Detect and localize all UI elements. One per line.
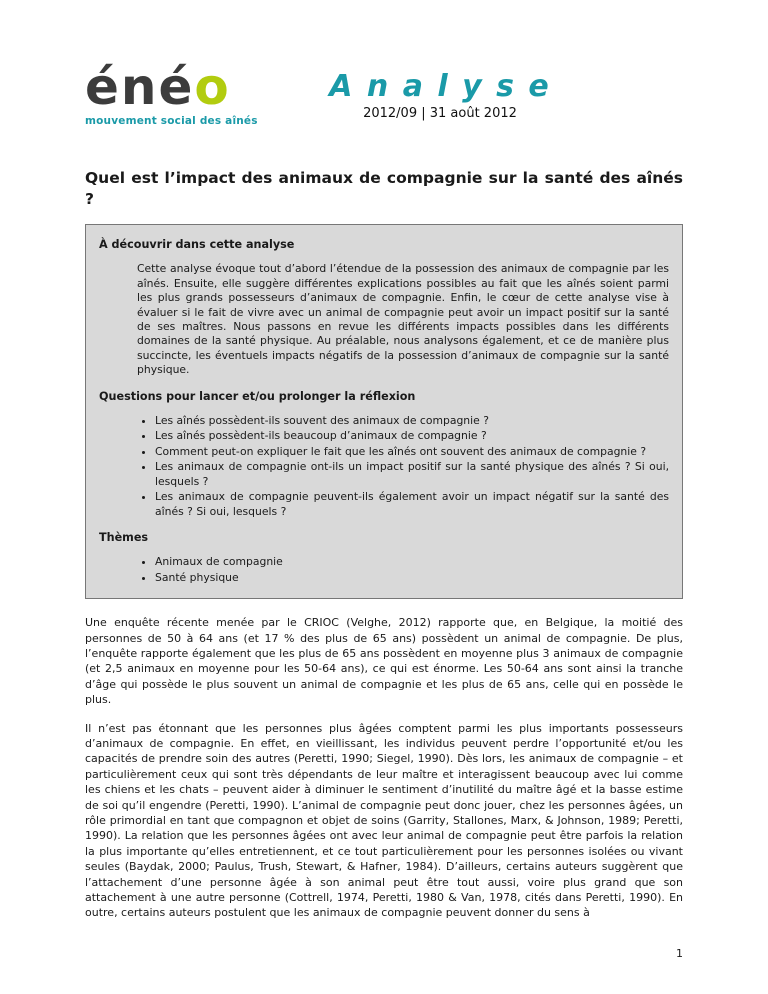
- masthead: [265, 70, 615, 121]
- theme-item: • Animaux de compagnie: [155, 555, 669, 569]
- summary-box: [85, 224, 683, 599]
- doc-type-title: A n a l y s e: [329, 69, 551, 104]
- document-header: [85, 58, 683, 146]
- question-item: • Les aînés possèdent-ils beaucoup d’animaux de compagnie ?: [155, 429, 669, 443]
- article-body: [85, 615, 683, 921]
- doc-issue-date: 2012/09 | 31 août 2012: [363, 106, 517, 121]
- article-title: Quel est l’impact des animaux de compagnie sur la santé des aînés ?: [85, 169, 683, 208]
- logo-o-circle-icon: o: [194, 58, 231, 116]
- eneo-logo: [85, 58, 258, 127]
- summary-box-heading: À découvrir dans cette analyse: [99, 238, 295, 251]
- questions-heading: Questions pour lancer et/ou prolonger la réflexion: [99, 389, 416, 403]
- question-item: • Les animaux de compagnie peuvent-ils également avoir un impact négatif sur la santé des aînés ? Si oui, lesquels ?: [155, 490, 669, 519]
- summary-intro-paragraph: Cette analyse évoque tout d’abord l’étendue de la possession des animaux de compagnie par les aînés. Ensuite, elle suggère différentes explications possibles au fait que les aînés soient parmi les plus grands possesseurs d’animaux de compagnie. Enfin, le cœur de cette analyse vise à évaluer si le fait de vivre avec un animal de compagnie peut avoir un impact positif sur la santé de ses maîtres. Nous passons en revue les différents impacts possibles dans les différents domaines de la santé physique. Au préalable, nous analysons également, et ce de manière plus succincte, les éventuels impacts négatifs de la possession d’animaux de compagnie sur la santé physique.: [137, 262, 669, 377]
- logo-wordmark: [85, 58, 258, 116]
- themes-list: [97, 555, 669, 585]
- logo-text-main: éné: [85, 58, 195, 116]
- themes-heading: Thèmes: [99, 530, 149, 544]
- question-item: • Les aînés possèdent-ils souvent des animaux de compagnie ?: [155, 414, 669, 428]
- logo-subtitle: mouvement social des aînés: [85, 115, 258, 127]
- questions-list: [97, 414, 669, 519]
- question-item: • Comment peut-on expliquer le fait que les aînés ont souvent des animaux de compagnie ?: [155, 445, 669, 459]
- body-paragraph: Une enquête récente menée par le CRIOC (Velghe, 2012) rapporte que, en Belgique, la moitié des personnes de 50 à 64 ans (et 17 % des plus de 65 ans) possèdent un animal de compagnie. De plus, l’enquête rapporte également que les plus de 65 ans possèdent en moyenne plus 3 animaux de compagnie (et 2,5 animaux en moyenne pour les 50-64 ans), ce qui est énorme. Les 50-64 ans sont ainsi la tranche d’âge qui possède le plus souvent un animal de compagnie et les plus de 65 ans, celle qui en possède le plus.: [85, 616, 683, 707]
- page-number: 1: [676, 947, 683, 960]
- theme-item: • Santé physique: [155, 571, 669, 585]
- question-item: • Les animaux de compagnie ont-ils un impact positif sur la santé physique des aînés ? Si oui, lesquels ?: [155, 460, 669, 489]
- body-paragraph: Il n’est pas étonnant que les personnes plus âgées comptent parmi les plus importants possesseurs d’animaux de compagnie. En effet, en vieillissant, les individus peuvent perdre l’opportunité et/ou les capacités de prendre soin des autres (Peretti, 1990; Siegel, 1990). Dès lors, les animaux de compagnie – et particulièrement ceux qui sont très dépendants de leur maître et interagissent beaucoup avec lui comme les chiens et les chats – peuvent aider à diminuer le sentiment d’inutilité du maître âgé et la basse estime de soi qu’il engendre (Peretti, 1990). L’animal de compagnie peut donc jouer, chez les personnes âgées, un rôle primordial en tant que compagnon et objet de soins (Garrity, Stallones, Marx, & Johnson, 1989; Peretti, 1990). La relation que les personnes âgées ont avec leur animal de compagnie peut être parfois la relation la plus importante qu’elles entretiennent, et ce tout particulièrement pour les personnes isolées ou vivant seules (Baydak, 2000; Paulus, Trush, Stewart, & Hafner, 1984). D’ailleurs, certains auteurs suggèrent que l’attachement d’une personne âgée à son animal peut être tout aussi, voire plus grand que son attachement à une autre personne (Cottrell, 1974, Peretti, 1980 & Van, 1978, cités dans Peretti, 1990). En outre, certains auteurs postulent que les animaux de compagnie peuvent donner du sens à: [85, 721, 683, 920]
